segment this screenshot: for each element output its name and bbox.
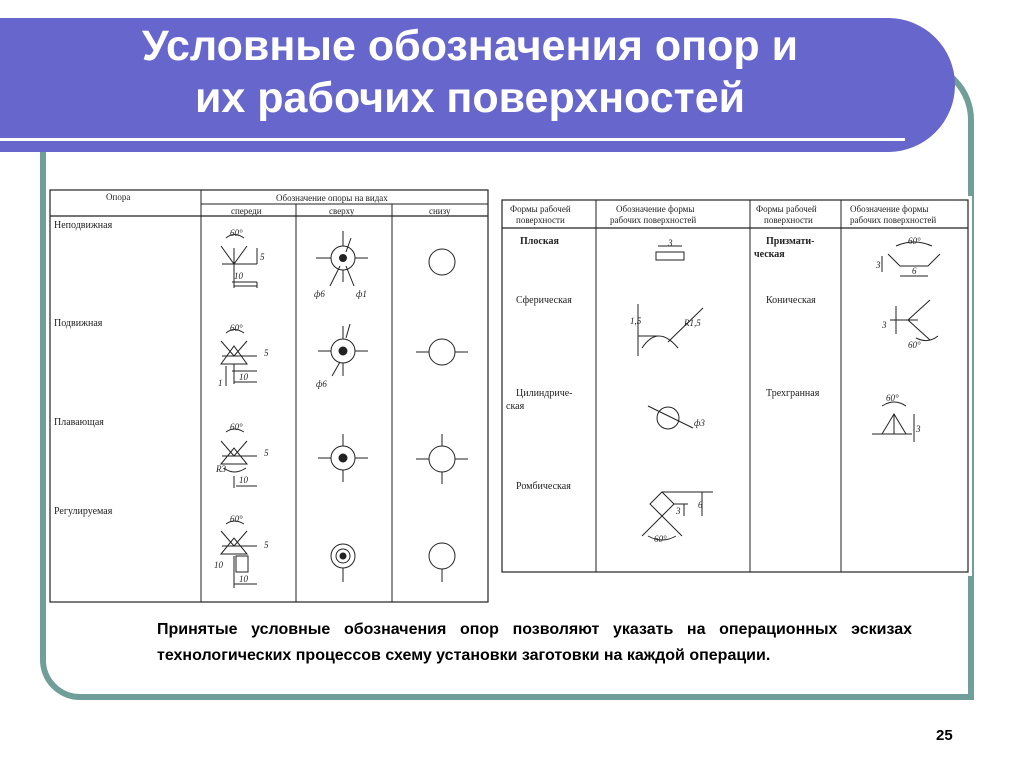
- prismatic-symbol: [882, 242, 940, 276]
- fixed-dia2: ф1: [356, 289, 367, 299]
- rhombic-angle: 60°: [654, 534, 667, 544]
- fixed-bottom-symbol: [429, 249, 455, 275]
- movable-dim-c: 1: [218, 378, 223, 388]
- adjustable-dim-c: 10: [214, 560, 223, 570]
- rh1-l1: Формы рабочей: [510, 204, 571, 214]
- rh3-l2: поверхности: [764, 215, 813, 225]
- adjustable-bottom-symbol: [429, 543, 455, 582]
- adjustable-dim-b: 5: [264, 540, 269, 550]
- title-underline: [0, 138, 905, 141]
- col-bottom: снизу: [429, 206, 451, 216]
- conical-angle: 60°: [908, 340, 921, 350]
- form-spherical-label: Сферическая: [516, 295, 572, 306]
- rhombic-dim-a: 3: [676, 506, 681, 516]
- form-cyl-label-2: ская: [506, 401, 525, 412]
- fixed-angle: 60°: [230, 228, 243, 238]
- adjustable-top-symbol: [331, 544, 355, 582]
- adjustable-dim-a: 10: [239, 574, 248, 584]
- page-number: 25: [936, 727, 953, 744]
- trihedral-symbol: [872, 402, 914, 442]
- flat-symbol: [656, 246, 684, 260]
- form-prism-label-2: ческая: [754, 249, 785, 260]
- prism-angle: 60°: [908, 236, 921, 246]
- row-adjustable-label: Регулируемая: [54, 506, 113, 517]
- caption-text: Принятые условные обозначения опор позволяют указать на операционных эскизах технологических процессов схему установки заготовки на каждой операции.: [157, 621, 912, 664]
- rhombic-dim-b: 6: [698, 500, 703, 510]
- rh1-l2: поверхности: [516, 215, 565, 225]
- row-fixed-label: Неподвижная: [54, 220, 113, 231]
- form-conical-label: Коническая: [766, 295, 816, 306]
- movable-bottom-symbol: [416, 339, 468, 365]
- floating-top-symbol: [318, 434, 368, 482]
- header-views: Обозначение опоры на видах: [276, 193, 388, 203]
- form-prism-label-1: Призмати-: [766, 236, 815, 247]
- header-support: Опора: [106, 192, 131, 202]
- prism-dim-b: 6: [912, 266, 917, 276]
- rh2-l2: рабочих поверхностей: [610, 215, 697, 225]
- supports-table: [46, 186, 492, 606]
- movable-dim-a: 10: [239, 372, 248, 382]
- rh2-l1: Обозначение формы: [616, 204, 695, 214]
- movable-dia1: ф6: [316, 379, 327, 389]
- fixed-dia1: ф6: [314, 289, 325, 299]
- row-movable-label: Подвижная: [54, 318, 103, 329]
- title-line-2: их рабочих поверхностей: [194, 74, 746, 122]
- rh4-l2: рабочих поверхностей: [850, 215, 937, 225]
- form-cyl-label-1: Цилиндриче-: [516, 388, 573, 399]
- floating-dim-b: 5: [264, 448, 269, 458]
- trihedral-dim-a: 3: [916, 424, 921, 434]
- col-front: спереди: [231, 206, 262, 216]
- spherical-dim-a: 1,5: [630, 316, 642, 326]
- cyl-dim: ф3: [694, 418, 705, 428]
- title-line-1: Условные обозначения опор и: [141, 22, 799, 70]
- row-floating-label: Плавающая: [54, 417, 104, 428]
- flat-dim: 3: [668, 238, 673, 248]
- rh3-l1: Формы рабочей: [756, 204, 817, 214]
- movable-top-symbol: [318, 324, 368, 376]
- conical-dim-a: 3: [882, 320, 887, 330]
- rh4-l1: Обозначение формы: [850, 204, 929, 214]
- movable-angle: 60°: [230, 323, 243, 333]
- form-rhombic-label: Ромбическая: [516, 481, 571, 492]
- spherical-dim-b: R1,5: [684, 318, 701, 328]
- fixed-top-symbol: [316, 231, 368, 286]
- fixed-dim-b: 5: [260, 252, 265, 262]
- form-trihedral-label: Трехгранная: [766, 388, 820, 399]
- fixed-dim-a: 10: [234, 271, 243, 281]
- floating-bottom-symbol: [416, 434, 468, 484]
- adjustable-angle: 60°: [230, 514, 243, 524]
- spherical-symbol: [638, 304, 703, 356]
- floating-dim-a: 10: [239, 475, 248, 485]
- conical-symbol: [890, 300, 938, 341]
- slide-title: [30, 20, 910, 124]
- form-flat-label: Плоская: [520, 236, 559, 247]
- floating-dim-c: R3: [216, 464, 226, 474]
- col-top: сверху: [329, 206, 355, 216]
- floating-angle: 60°: [230, 422, 243, 432]
- trihedral-angle: 60°: [886, 393, 899, 403]
- prism-dim-a: 3: [876, 260, 881, 270]
- cylindrical-symbol: [648, 406, 693, 429]
- surfaces-table: [498, 196, 972, 576]
- movable-dim-b: 5: [264, 348, 269, 358]
